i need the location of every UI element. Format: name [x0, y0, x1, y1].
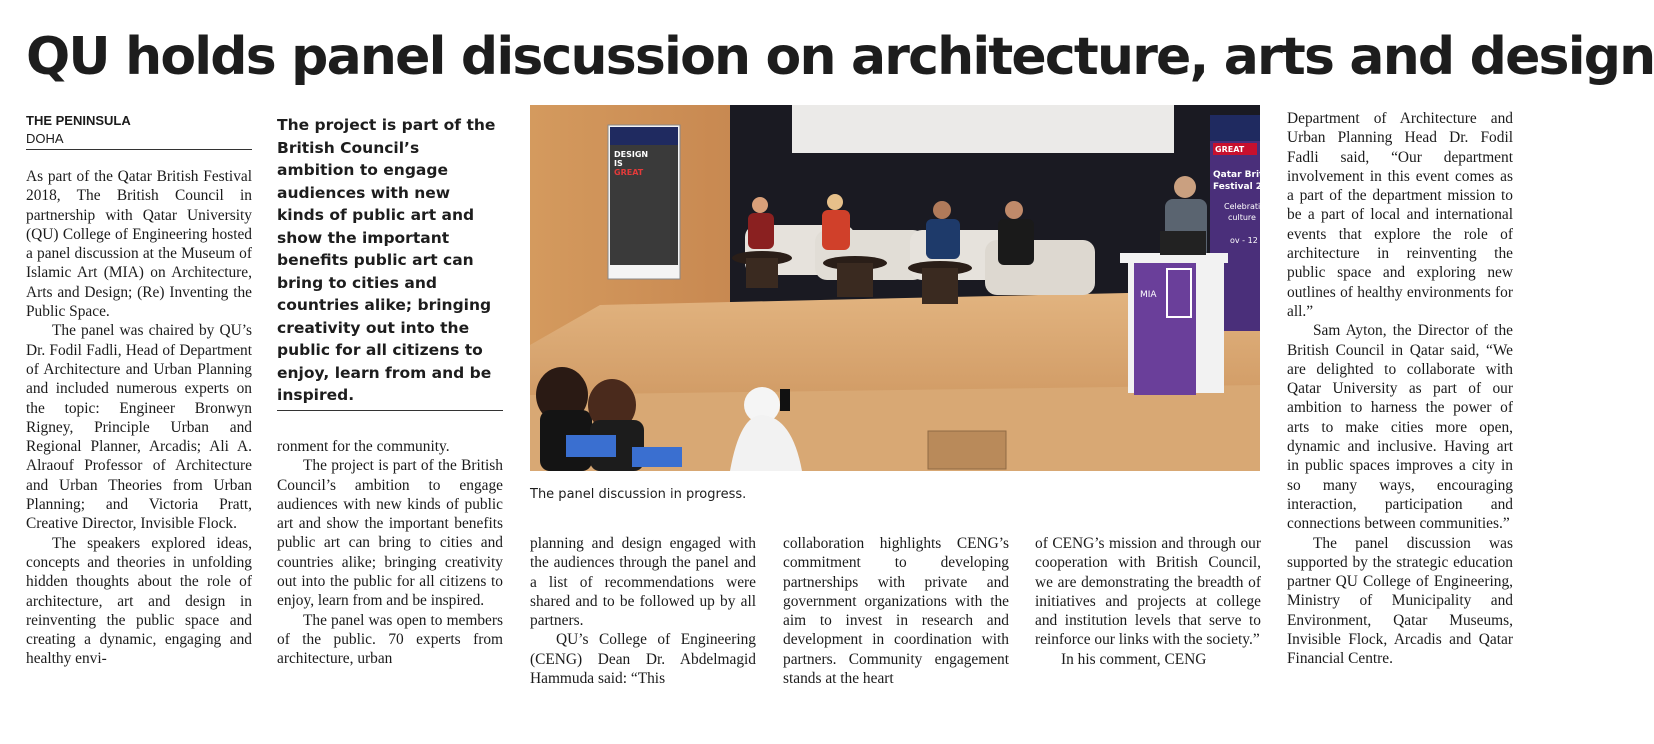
article-column-2	[277, 437, 503, 669]
byline-source: THE PENINSULA	[26, 113, 131, 128]
photo-caption: The panel discussion in progress.	[530, 487, 747, 502]
byline-location: DOHA	[26, 131, 64, 146]
paragraph: of CENG’s mission and through our cooperation with British Council, we are demonstrating the breadth of initiatives and projects at college and institution levels that serve to reinforce our links with the society.”	[1035, 535, 1261, 649]
paragraph: As part of the Qatar British Festival 2018, The British Council in partnership with Qatar University (QU) College of Engineering hosted a panel discussion at the Museum of Islamic Art (MIA) on Architecture, Arts and Design; (Re) Inventing the Public Space.	[26, 168, 252, 321]
article-column-5	[1035, 534, 1261, 669]
article-column-4	[783, 534, 1009, 688]
paragraph: The panel was chaired by QU’s Dr. Fodil Fadli, Head of Department of Architecture and Urban Planning and included numerous experts on the topic: Engineer Bronwyn Rigney, Principle Urban and Regional Planner, Arcadis; Ali A. Alraouf Professor of Architecture and Urban Theories from Urban Planning; and Victoria Pratt, Creative Director, Invisible Flock.	[26, 322, 252, 533]
paragraph: Department of Architecture and Urban Planning Head Dr. Fodil Fadli said, “Our department involvement in this event comes as a part of the department mission to be a part of local and international events that explore the role of architecture in reinventing the public space and exploring new outlines of healthy environments for all.”	[1287, 110, 1513, 320]
podium-label: MIA	[1140, 290, 1157, 300]
paragraph: ronment for the community.	[277, 438, 450, 455]
paragraph: collaboration highlights CENG’s commitment to developing partnerships with private and government organizations with the aim to invest in research and development in coordination with partners. Community engagement stands at the heart	[783, 535, 1009, 688]
banner-text: ov - 12	[1230, 236, 1258, 245]
paragraph: The speakers explored ideas, concepts and theories in unfolding hidden thoughts about the role of architecture, art and design in reinventing the public space and creating a dynamic, engaging and healthy envi-	[26, 534, 252, 668]
banner-text: Festival 20	[1213, 182, 1269, 192]
panel-discussion-photo	[530, 105, 1269, 471]
paragraph: The project is part of the British Council’s ambition to engage audiences with new kinds of public art and show the important benefits public art can bring to cities and countries alike; bringing creativity out into the public for all citizens to enjoy, learn from and be inspired.	[277, 457, 503, 610]
paragraph: The panel was open to members of the public. 70 experts from architecture, urban	[277, 611, 503, 668]
banner-text: Qatar Briti	[1213, 170, 1267, 180]
headline: QU holds panel discussion on architecture, arts and design	[26, 27, 1654, 87]
banner-text: GREAT	[614, 168, 644, 177]
article-column-1	[26, 167, 252, 669]
pull-quote: The project is part of the British Council’s ambition to engage audiences with new kinds of public art and show the important benefits public art can bring to cities and countries alike; bringing creativity out into the public for all citizens to enjoy, learn from and be inspired.	[277, 116, 496, 404]
article-column-3	[530, 534, 756, 688]
pull-quote-divider	[277, 410, 503, 411]
banner-text: GREAT	[1215, 145, 1245, 154]
paragraph: planning and design engaged with the audiences through the panel and a list of recommendations were shared and to be followed up by all partners.	[530, 535, 756, 630]
banner-text: Celebratin	[1224, 202, 1266, 211]
paragraph: The panel discussion was supported by the strategic education partner QU College of Engineering, Ministry of Municipality and Environment, Qatar Museums, Invisible Flock, Arcadis and Qatar Financial Centre.	[1287, 534, 1513, 668]
paragraph: QU’s College of Engineering (CENG) Dean Dr. Abdelmagid Hammuda said: “This	[530, 631, 756, 688]
banner-text: DESIGN	[614, 150, 649, 159]
paragraph: Sam Ayton, the Director of the British Council in Qatar said, “We are delighted to collaborate with Qatar University as part of our ambition to harness the power of arts to make cities more open, dynamic and inclusive. Having art in public spaces improves a city in so many ways, encouraging interaction, participation and connections between communities.”	[1287, 322, 1513, 533]
paragraph: In his comment, CENG	[1061, 650, 1207, 668]
banner-text: IS	[614, 159, 623, 168]
article-column-6	[1287, 109, 1513, 669]
byline	[26, 112, 252, 148]
banner-text: culture	[1228, 213, 1256, 222]
byline-divider	[26, 149, 252, 150]
